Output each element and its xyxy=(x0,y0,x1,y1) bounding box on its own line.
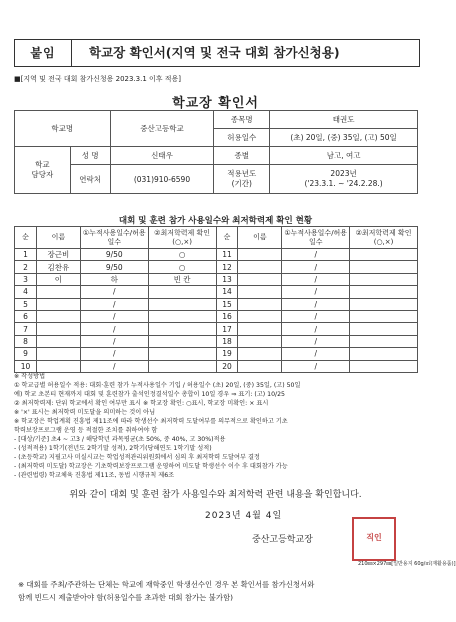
row-number: 19 xyxy=(216,348,238,360)
student-name xyxy=(36,335,80,347)
header-check: ②최저학력제 확인(○,×) xyxy=(350,227,418,249)
student-name xyxy=(238,261,282,273)
student-name xyxy=(238,298,282,310)
allowed-days-value: (초) 20일, (중) 35일, (고) 50일 xyxy=(270,129,418,147)
row-number: 7 xyxy=(15,323,37,335)
official-seal: 직인 xyxy=(352,517,396,561)
student-name xyxy=(36,360,80,372)
header-no: 순 xyxy=(216,227,238,249)
header-bar xyxy=(14,39,420,67)
table-row xyxy=(15,249,418,261)
days-used: / xyxy=(282,323,350,335)
header-name: 이름 xyxy=(238,227,282,249)
row-number: 15 xyxy=(216,298,238,310)
row-number: 10 xyxy=(15,360,37,372)
student-name xyxy=(238,360,282,372)
days-used: 9/50 xyxy=(80,249,148,261)
student-name xyxy=(238,323,282,335)
min-achievement-check xyxy=(350,286,418,298)
row-number: 13 xyxy=(216,273,238,285)
min-achievement-check xyxy=(350,273,418,285)
min-achievement-check: 빈 칸 xyxy=(148,273,216,285)
participation-table xyxy=(14,226,418,373)
days-used: / xyxy=(282,298,350,310)
note-line: ① 학교급별 허용일수 적용: 대회·훈련 참가 누적사용일수 기입 / 허용일수 (초) 20일, (중) 35일, (고) 50일 xyxy=(14,382,301,389)
table-row xyxy=(15,348,418,360)
student-name xyxy=(238,310,282,322)
student-name xyxy=(36,298,80,310)
days-used: / xyxy=(282,261,350,273)
student-name: 장근비 xyxy=(36,249,80,261)
note-line: ※ 학교장은 학업계획 진흥법 제11조에 따라 학생선수 최저학력 도달여부를 의무적으로 확인하고 기초 xyxy=(14,418,288,425)
section-title: 대회 및 훈련 참가 사용일수와 최저학력제 확인 현황 xyxy=(118,216,313,226)
student-name xyxy=(36,323,80,335)
name-value: 신태우 xyxy=(110,147,214,165)
days-used: / xyxy=(80,360,148,372)
period-value: 2023년 ('23.3.1. ~ '24.2.28.) xyxy=(270,165,418,194)
row-number: 2 xyxy=(15,261,37,273)
min-achievement-check xyxy=(148,360,216,372)
header-no: 순 xyxy=(15,227,37,249)
principal-signature: 중산고등학교장 xyxy=(252,535,313,545)
note-line: ※ '×' 표시는 최저학력 미도달을 의미하는 것이 아님 xyxy=(14,409,156,416)
row-number: 1 xyxy=(15,249,37,261)
student-name xyxy=(36,348,80,360)
student-name: 김찬유 xyxy=(36,261,80,273)
min-achievement-check xyxy=(148,286,216,298)
row-number: 5 xyxy=(15,298,37,310)
days-used: / xyxy=(282,286,350,298)
student-name xyxy=(238,286,282,298)
row-number: 20 xyxy=(216,360,238,372)
min-achievement-check xyxy=(350,335,418,347)
note-line: ② 최저학력제: 단위 학교에서 확인 여부만 표시 ※ 학교장 확인: ○표시, 학교장 미확인: × 표시 xyxy=(14,400,269,407)
note-line: 예) 학교 초본티 현재까지 대회 및 훈련참가 출석인정결석일수 총합이 10일 경우 ⇒ 표기: (고) 10/25 xyxy=(14,391,285,398)
days-used: / xyxy=(80,298,148,310)
days-used: 하 xyxy=(80,273,148,285)
allowed-days-label: 허용일수 xyxy=(214,129,270,147)
student-name xyxy=(238,273,282,285)
sport-label: 종목명 xyxy=(214,111,270,129)
footer-line: ※ 대회를 주최/주관하는 단체는 학교에 재학중인 학생선수인 경우 본 확인서를 참가신청서와 xyxy=(18,580,315,589)
school-info-table xyxy=(14,110,418,194)
issue-date: 2023년 4월 4일 xyxy=(205,511,283,521)
header-days: ①누적사용일수/허용일수 xyxy=(282,227,350,249)
days-used: / xyxy=(282,360,350,372)
days-used: / xyxy=(80,348,148,360)
applicability-note: ■[지역 및 전국 대회 참가신청용 2023.3.1 이후 적용] xyxy=(14,75,182,83)
school-value: 중산고등학교 xyxy=(110,111,214,147)
gender-value: 남고, 여고 xyxy=(270,147,418,165)
min-achievement-check xyxy=(148,310,216,322)
row-number: 17 xyxy=(216,323,238,335)
row-number: 12 xyxy=(216,261,238,273)
certificate-title: 학교장 확인서 xyxy=(172,96,259,111)
days-used: / xyxy=(282,310,350,322)
table-row xyxy=(15,261,418,273)
days-used: / xyxy=(80,335,148,347)
min-achievement-check xyxy=(350,360,418,372)
min-achievement-check xyxy=(350,249,418,261)
school-label: 학교명 xyxy=(15,111,111,147)
days-used: / xyxy=(80,323,148,335)
header-check: ②최저학력제 확인(○,×) xyxy=(148,227,216,249)
note-line: - (초등학교) 지필고사 미실시교는 학업성적관리위원회에서 심의 후 최저학력 도달여부 결정 xyxy=(14,454,260,461)
note-line: 학력보장프로그램 운영 등 적절한 조치를 취하여야 함 xyxy=(14,427,158,434)
student-name xyxy=(238,249,282,261)
min-achievement-check: ○ xyxy=(148,249,216,261)
min-achievement-check xyxy=(148,348,216,360)
table-row xyxy=(15,273,418,285)
days-used: / xyxy=(282,348,350,360)
row-number: 16 xyxy=(216,310,238,322)
table-row xyxy=(15,323,418,335)
min-achievement-check xyxy=(350,261,418,273)
days-used: / xyxy=(282,249,350,261)
row-number: 6 xyxy=(15,310,37,322)
days-used: / xyxy=(80,310,148,322)
gender-label: 종별 xyxy=(214,147,270,165)
min-achievement-check xyxy=(148,298,216,310)
contact-value: (031)910-6590 xyxy=(110,165,214,194)
table-row xyxy=(15,360,418,372)
min-achievement-check xyxy=(148,335,216,347)
attachment-tag: 붙임 xyxy=(15,40,72,66)
student-name xyxy=(36,310,80,322)
sport-value: 태권도 xyxy=(270,111,418,129)
row-number: 9 xyxy=(15,348,37,360)
days-used: / xyxy=(80,286,148,298)
table-header-row xyxy=(15,227,418,249)
row-number: 11 xyxy=(216,249,238,261)
table-row xyxy=(15,335,418,347)
min-achievement-check xyxy=(350,298,418,310)
document-title: 학교장 확인서(지역 및 전국 대회 참가신청용) xyxy=(89,45,340,60)
note-line: - [대상/기준] 초4 ~ 고3 / 해당학년 과목평균(초 50%, 중 40%, 고 30%)적용 xyxy=(14,436,226,443)
note-line: ※ 작성방법 xyxy=(14,373,46,380)
row-number: 14 xyxy=(216,286,238,298)
note-line: - (성적적용) 1학기(전년도 2학기말 성적), 2학기(당해연도 1학기말 성적) xyxy=(14,445,212,452)
staff-label: 학교 담당자 xyxy=(15,147,71,194)
student-name xyxy=(36,286,80,298)
instructions xyxy=(14,372,419,480)
row-number: 8 xyxy=(15,335,37,347)
table-row xyxy=(15,310,418,322)
name-label: 성 명 xyxy=(70,147,110,165)
table-row xyxy=(15,286,418,298)
min-achievement-check xyxy=(350,310,418,322)
row-number: 4 xyxy=(15,286,37,298)
contact-label: 연락처 xyxy=(70,165,110,194)
note-line: - (최저학력 미도달) 학교장은 기초학력보장프로그램 운영하여 미도달 학생선수 이수 후 대회참가 가능 xyxy=(14,463,288,470)
footer-note xyxy=(18,578,418,604)
min-achievement-check: ○ xyxy=(148,261,216,273)
days-used: / xyxy=(282,273,350,285)
days-used: / xyxy=(282,335,350,347)
header-days: ①누적사용일수/허용일수 xyxy=(80,227,148,249)
table-row xyxy=(15,298,418,310)
min-achievement-check xyxy=(350,323,418,335)
header-name: 이름 xyxy=(36,227,80,249)
note-line: - (관련법령) 학교체육 진흥법 제11조, 동법 시행규칙 제6조 xyxy=(14,472,175,479)
min-achievement-check xyxy=(148,323,216,335)
paper-size-note: 210㎜×297㎜[일반용지 60g/㎡(재활용품)] xyxy=(358,561,456,567)
student-name xyxy=(238,348,282,360)
period-label: 적용년도 (기간) xyxy=(214,165,270,194)
footer-line: 함께 빈드시 제출받아야 함(허용일수를 초과한 대회 참가는 불가함) xyxy=(18,593,233,602)
student-name: 이 xyxy=(36,273,80,285)
row-number: 18 xyxy=(216,335,238,347)
row-number: 3 xyxy=(15,273,37,285)
confirmation-statement: 위와 같이 대회 및 훈련 참가 사용일수와 최저학력 관련 내용을 확인합니다. xyxy=(69,490,362,500)
days-used: 9/50 xyxy=(80,261,148,273)
student-name xyxy=(238,335,282,347)
min-achievement-check xyxy=(350,348,418,360)
